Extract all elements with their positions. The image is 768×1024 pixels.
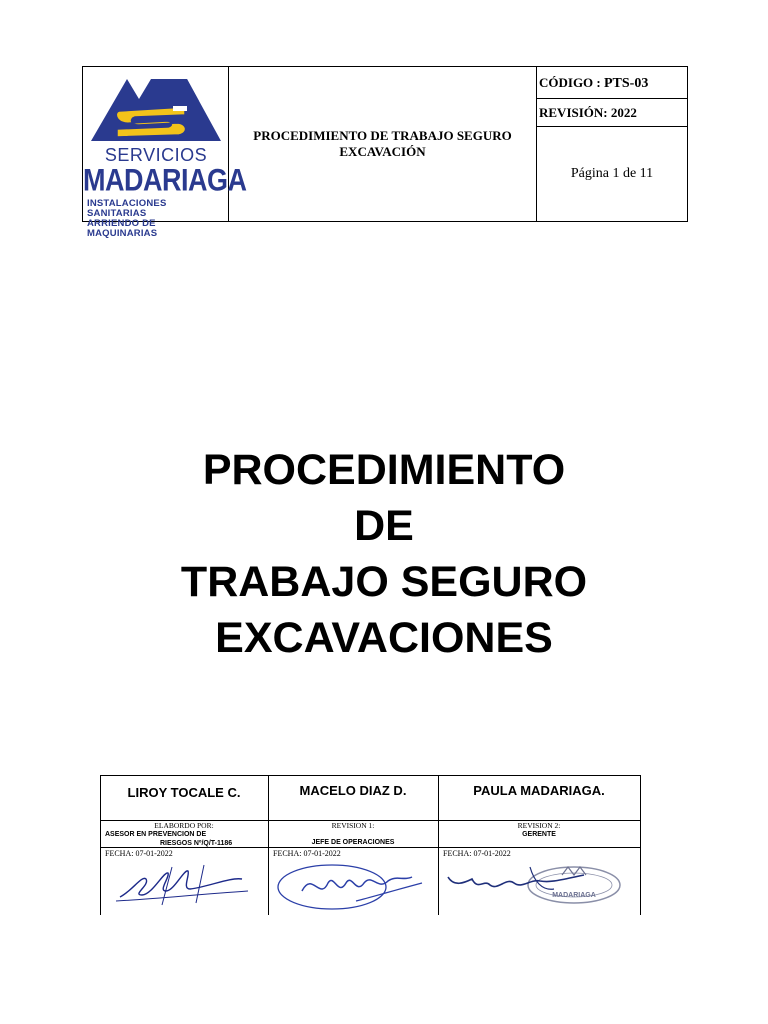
signature-table <box>100 775 641 915</box>
logo-mountain-icon <box>89 71 223 147</box>
header-meta <box>537 67 687 221</box>
signer-name-1: LIROY TOCALE C. <box>127 785 241 800</box>
signer-role-3: REVISION 2: GERENTE <box>517 821 561 838</box>
logo-text-servicios: SERVICIOS <box>104 145 208 165</box>
signer-role-1: ELABORDO POR: ASESOR EN PREVENCION DE RIESGOS Nº/Q/T-1186 <box>105 821 233 847</box>
signer-date-2: FECHA: 07-01-2022 <box>273 849 341 858</box>
signer-role-2: REVISION 1: JEFE DE OPERACIONES <box>311 821 395 846</box>
page-title: PROCEDIMIENTO DE TRABAJO SEGURO EXCAVACIONES <box>180 446 588 662</box>
signature-1-image <box>112 861 252 911</box>
company-logo <box>83 67 247 239</box>
document-revision: REVISIÓN: 2022 <box>537 99 687 127</box>
page-number: Página 1 de 11 <box>570 166 654 181</box>
signer-date-3: FECHA: 07-01-2022 <box>443 849 511 858</box>
document-code: CÓDIGO : PTS-03 <box>537 67 687 99</box>
logo-text-subtitle: INSTALACIONES SANITARIAS ARRIENDO DE MAQUINARIAS <box>87 198 167 239</box>
signer-date-1: FECHA: 07-01-2022 <box>105 849 173 858</box>
signer-name-2: MACELO DIAZ D. <box>299 783 407 798</box>
signature-2-image <box>272 861 434 913</box>
logo-text-madariaga: MADARIAGA <box>83 162 247 198</box>
document-header <box>82 66 688 239</box>
signer-name-3: PAULA MADARIAGA. <box>473 783 605 798</box>
stamp-text: MADARIAGA <box>552 892 596 899</box>
signature-3-image <box>444 861 634 911</box>
header-title: PROCEDIMIENTO DE TRABAJO SEGURO EXCAVACIÓN <box>229 67 537 221</box>
